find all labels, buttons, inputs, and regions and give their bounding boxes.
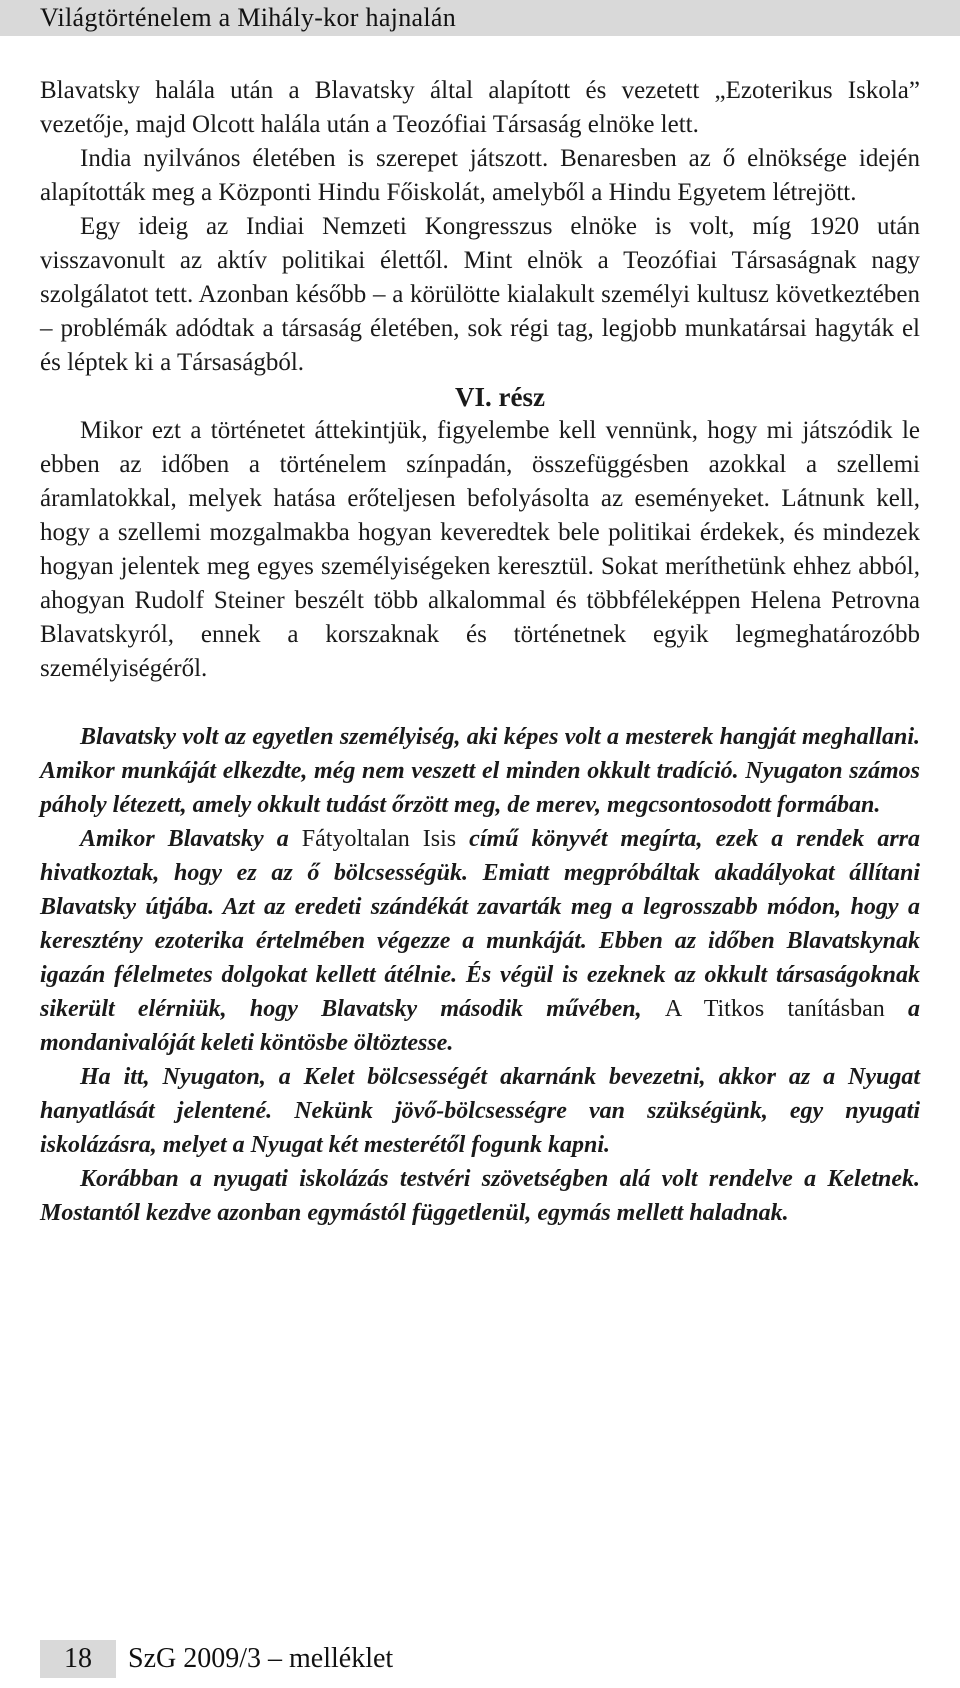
quote-text: című könyvét megírta, ezek a rendek arra hivatkoztak, hogy ez az ő bölcsességük. Emiatt megpróbáltak akadályokat állítani Blavatsky útjába. Azt az eredeti szándékát zavarták meg a legrosszabb módon, hogy a keresztény ezoterika értelmében végezze a munkáját. Ebben az időben Blavatskynak igazán félelmetes dolgokat kellett átélnie. És végül is ezeknek az okkult társaságoknak sikerült elérniük, hogy Blavatsky második művében, (40, 826, 921, 1022)
publication-info: SzG 2009/3 – melléklet (128, 1643, 394, 1674)
page-content (40, 74, 920, 1230)
running-head: Világtörténelem a Mihály-kor hajnalán (40, 3, 457, 32)
book-title: Fátyoltalan Isis (301, 826, 457, 852)
page-footer (40, 1640, 640, 1676)
quote-text: Amikor Blavatsky a (80, 826, 302, 852)
quote-block (40, 720, 920, 1230)
quote-paragraph: Korábban a nyugati iskolázás testvéri szövetségben alá volt rendelve a Keletnek. Mostantól kezdve azonban egymástól függetlenül, egymás mellett haladnak. (40, 1166, 920, 1226)
spacer (40, 686, 920, 720)
paragraph: India nyilvános életében is szerepet játszott. Benaresben az ő elnöksége idején alapították meg a Központi Hindu Főiskolát, amelyből a Hindu Egyetem létrejött. (40, 145, 920, 206)
paragraph: Mikor ezt a történetet áttekintjük, figyelembe kell vennünk, hogy mi játszódik le ebben az időben a történelem színpadán, összefüggésben azokkal a szellemi áramlatokkal, melyek hatása erőteljesen befolyásolta az eseményeket. Látnunk kell, hogy a szellemi mozgalmakba hogyan keveredtek bele politikai érdekek, és mindezek hogyan jelentek meg egyes személyiségeken keresztül. Sokat meríthetünk ehhez abból, ahogyan Rudolf Steiner beszélt több alkalommal és többféleképpen Helena Petrovna Blavatskyról, ennek a korszaknak és történetnek egyik legmeghatározóbb személyiségéről. (40, 417, 920, 682)
paragraph: Egy ideig az Indiai Nemzeti Kongresszus elnöke is volt, míg 1920 után visszavonult az aktív politikai élettől. Mint elnök a Teozófiai Társaságnak nagy szolgálatot tett. Azonban később – a körülötte kialakult személyi kultusz következtében – problémák adódtak a társaság életében, sok régi tag, legjobb munkatársai hagyták el és léptek ki a Társaságból. (40, 213, 920, 376)
page-number: 18 (40, 1640, 116, 1678)
quote-paragraph (40, 822, 920, 1060)
paragraph: Blavatsky halála után a Blavatsky által alapított és vezetett „Ezoterikus Iskola” vezetője, majd Olcott halála után a Teozófiai Társaság elnöke lett. (40, 77, 920, 138)
section-title: VI. rész (455, 382, 545, 412)
book-title: A Titkos tanításban (664, 996, 885, 1022)
quote-text: a mondanivalóját keleti köntösbe öltöztesse. (40, 996, 921, 1056)
quote-paragraph: Blavatsky volt az egyetlen személyiség, aki képes volt a mesterek hangját meghallani. Amikor munkáját elkezdte, még nem veszett el minden okkult tradíció. Nyugaton számos páholy létezett, amely okkult tudást őrzött meg, de merev, megcsontosodott formában. (40, 724, 920, 818)
quote-paragraph: Ha itt, Nyugaton, a Kelet bölcsességét akarnánk bevezetni, akkor az a Nyugat hanyatlását jelentené. Nekünk jövő-bölcsességre van szükségünk, egy nyugati iskolázásra, melyet a Nyugat két mesterétől fogunk kapni. (40, 1064, 920, 1158)
